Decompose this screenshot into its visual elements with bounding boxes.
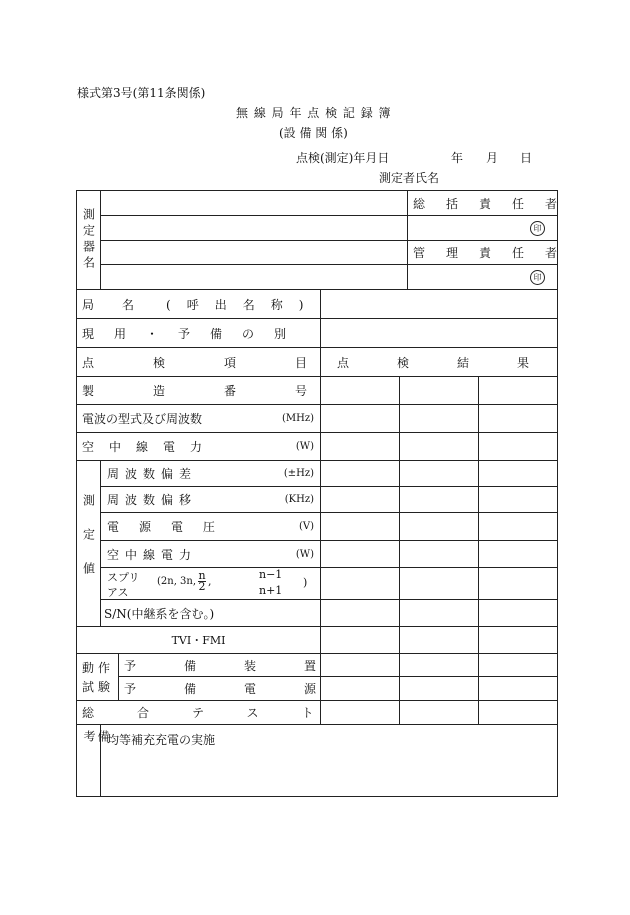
spurious-label-line1: スプリ [107,571,140,584]
date-day: 日 [520,151,533,165]
measured-values-label: 測定値 [81,494,96,596]
chief-seal-icon: 印 [530,221,545,236]
frequency-deviation-label: 周波数偏差 (±Hz) [107,467,314,481]
wave-type-frequency-label: 電波の型式及び周波数 (MHz) [82,412,314,426]
station-name-label: 局名 (呼出名称) [82,297,320,312]
date-month: 月 [486,151,499,165]
usage-label: 現用・予備の別 [82,326,307,341]
remarks-label: 備考 [82,730,110,776]
spurious-fraction: $\frac{n}{2}$ [198,569,206,593]
spare-power-label: 予備電源 [124,682,365,696]
spare-device-label: 予備装置 [124,658,365,673]
page-subtitle: (設 備 関 係) [279,126,348,140]
manager-seal-icon: 印 [530,270,545,285]
supply-voltage-label: 電源電圧 (V) [107,520,314,534]
tvi-fmi-label: TVI・FMI [171,634,226,647]
operation-test-label: 動作 試験 [82,661,115,694]
total-test-label: 総合テスト [82,706,357,720]
antenna-power-label: 空中線電力 (W) [82,440,314,454]
page-title: 無 線 局 年 点 検 記 録 簿 [236,106,392,120]
form-number: 様式第3号(第11条関係) [77,86,206,100]
spurious-n-plus: n+1 [259,584,283,597]
manager-responsible-label: 管理責任者 [413,245,579,260]
spurious-n-minus: n−1 [259,568,283,581]
chief-responsible-label: 総括責任者 [413,196,579,211]
remarks-text: 均等補充充電の実施 [107,733,216,747]
measurer-name-label: 測定者氏名 [379,171,440,185]
spurious-formula: (2n, 3n, $\frac{n}{2}$ , [157,569,212,593]
instrument-name-label: 測定器名 [81,208,96,272]
frequency-shift-label: 周波数偏移 (KHz) [107,493,314,507]
serial-number-label: 製造番号 [82,384,367,398]
spurious-label-line2: アス [107,586,129,599]
spurious-close: ) [303,576,308,589]
date-year: 年 [451,151,464,165]
check-result-label: 点検結果 [337,355,578,370]
sn-ratio-label: S/N(中継系を含む。) [104,606,215,621]
antenna-power-measured-label: 空中線電力 (W) [107,547,314,562]
inspection-date-label: 点検(測定)年月日 [296,151,390,165]
check-item-label: 点検項目 [82,355,367,370]
spurious-row [107,568,317,599]
